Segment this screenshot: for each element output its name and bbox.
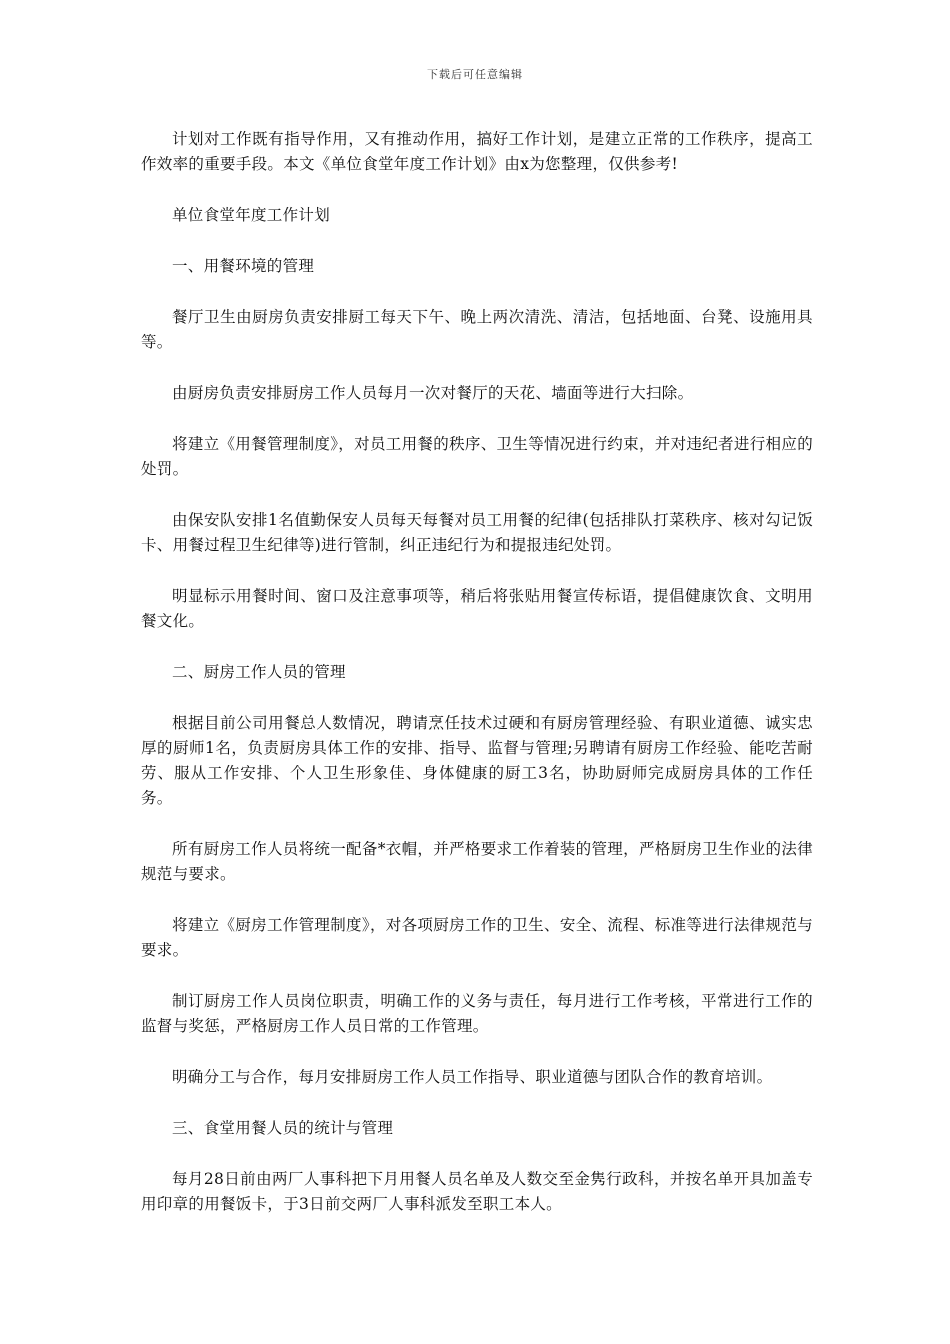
body-paragraph: 根据目前公司用餐总人数情况，聘请烹任技术过硬和有厨房管理经验、有职业道德、诚实忠厚的厨师1名，负责厨房具体工作的安排、指导、监督与管理;另聘请有厨房工作经验、能吃苦耐劳、服从工作安排、个人卫生形象佳、身体健康的厨工3名，协助厨师完成厨房具体的工作任务。 — [141, 714, 813, 807]
body-paragraph: 所有厨房工作人员将统一配备*衣帽，并严格要求工作着装的管理，严格厨房卫生作业的法律规范与要求。 — [141, 840, 813, 883]
document-title: 单位食堂年度工作计划 — [172, 206, 331, 224]
body-paragraph: 由厨房负责安排厨房工作人员每月一次对餐厅的天花、墙面等进行大扫除。 — [172, 384, 694, 402]
body-paragraph: 明确分工与合作，每月安排厨房工作人员工作指导、职业道德与团队合作的教育培训。 — [172, 1068, 773, 1086]
body-paragraph: 由保安队安排1名值勤保安人员每天每餐对员工用餐的纪律(包括排队打菜秩序、核对勾记饭卡、用餐过程卫生纪律等)进行管制，纠正违纪行为和提报违纪处罚。 — [141, 511, 813, 554]
body-paragraph: 将建立《厨房工作管理制度》，对各项厨房工作的卫生、安全、流程、标准等进行法律规范与要求。 — [141, 916, 813, 959]
body-paragraph: 明显标示用餐时间、窗口及注意事项等，稍后将张贴用餐宣传标语，提倡健康饮食、文明用餐文化。 — [141, 587, 813, 630]
body-paragraph: 每月28日前由两厂人事科把下月用餐人员名单及人数交至金隽行政科，并按名单开具加盖专用印章的用餐饭卡，于3日前交两厂人事科派发至职工本人。 — [141, 1170, 813, 1213]
section-heading-2: 二、厨房工作人员的管理 — [172, 663, 346, 681]
body-paragraph: 制订厨房工作人员岗位职责，明确工作的义务与责任，每月进行工作考核，平常进行工作的监督与奖惩，严格厨房工作人员日常的工作管理。 — [141, 992, 813, 1035]
page-header: 下载后可任意编辑 — [427, 68, 523, 81]
section-heading-1: 一、用餐环境的管理 — [172, 257, 315, 275]
intro-paragraph: 计划对工作既有指导作用，又有推动作用，搞好工作计划，是建立正常的工作秩序，提高工作效率的重要手段。本文《单位食堂年度工作计划》由x为您整理，仅供参考! — [141, 130, 813, 173]
section-heading-3: 三、食堂用餐人员的统计与管理 — [172, 1119, 394, 1137]
body-paragraph: 餐厅卫生由厨房负责安排厨工每天下午、晚上两次清洗、清洁，包括地面、台凳、设施用具等。 — [141, 308, 813, 351]
document-body — [141, 127, 813, 1243]
body-paragraph: 将建立《用餐管理制度》，对员工用餐的秩序、卫生等情况进行约束，并对违纪者进行相应的处罚。 — [141, 435, 813, 478]
